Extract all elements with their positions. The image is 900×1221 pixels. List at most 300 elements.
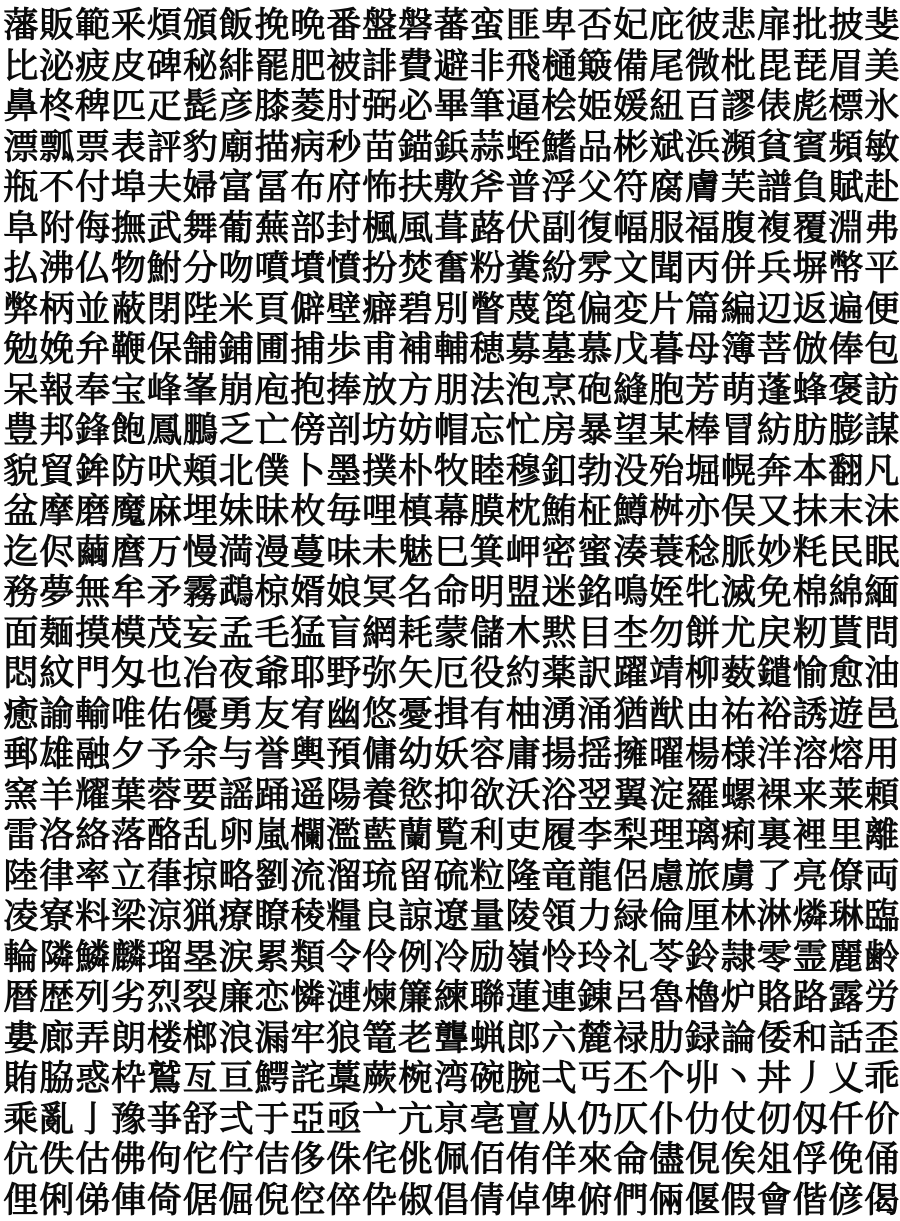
kanji-glyph: 両 xyxy=(864,857,900,897)
kanji-glyph: 泌 xyxy=(39,47,75,87)
kanji-glyph: 侈 xyxy=(290,1140,326,1180)
kanji-glyph: 枠 xyxy=(111,1059,147,1099)
kanji-glyph: 分 xyxy=(182,249,218,289)
kanji-glyph: 平 xyxy=(864,249,900,289)
kanji-glyph: 倨 xyxy=(182,1181,218,1221)
kanji-glyph: 翌 xyxy=(577,776,613,816)
kanji-glyph: 傍 xyxy=(290,411,326,451)
kanji-glyph: 俾 xyxy=(541,1181,577,1221)
kanji-glyph: 福 xyxy=(685,209,721,249)
kanji-glyph: 里 xyxy=(828,816,864,856)
kanji-glyph: 倔 xyxy=(218,1181,254,1221)
kanji-glyph: 膝 xyxy=(254,87,290,127)
kanji-glyph: 符 xyxy=(613,168,649,208)
kanji-glyph: 齢 xyxy=(864,938,900,978)
kanji-glyph: 付 xyxy=(75,168,111,208)
kanji-glyph: 鱗 xyxy=(75,938,111,978)
kanji-glyph: 諒 xyxy=(398,897,434,937)
kanji-glyph: 个 xyxy=(649,1059,685,1099)
kanji-glyph: 恋 xyxy=(254,978,290,1018)
kanji-glyph: 侘 xyxy=(362,1140,398,1180)
kanji-glyph: 陸 xyxy=(3,857,39,897)
kanji-glyph: 佯 xyxy=(541,1140,577,1180)
kanji-glyph: 郎 xyxy=(505,1019,541,1059)
kanji-glyph: 弥 xyxy=(362,654,398,694)
kanji-glyph: 力 xyxy=(577,897,613,937)
kanji-glyph: 様 xyxy=(721,735,757,775)
kanji-glyph: 从 xyxy=(541,1100,577,1140)
kanji-glyph: 魯 xyxy=(649,978,685,1018)
kanji-glyph: 蓉 xyxy=(147,776,183,816)
glyph-row xyxy=(0,654,900,695)
kanji-glyph: 棉 xyxy=(792,573,828,613)
kanji-glyph: 朗 xyxy=(111,1019,147,1059)
kanji-glyph: 雷 xyxy=(3,816,39,856)
kanji-glyph: 方 xyxy=(398,371,434,411)
kanji-glyph: 録 xyxy=(685,1019,721,1059)
kanji-glyph: 偏 xyxy=(577,290,613,330)
kanji-glyph: 満 xyxy=(218,533,254,573)
kanji-glyph: 揺 xyxy=(577,735,613,775)
kanji-glyph: 仄 xyxy=(613,1100,649,1140)
kanji-glyph: 穆 xyxy=(505,452,541,492)
kanji-glyph: 揚 xyxy=(541,735,577,775)
kanji-glyph: 錬 xyxy=(577,978,613,1018)
kanji-glyph: 夫 xyxy=(147,168,183,208)
kanji-glyph: 祐 xyxy=(721,695,757,735)
kanji-glyph: 隆 xyxy=(505,857,541,897)
kanji-glyph: 礼 xyxy=(613,938,649,978)
kanji-glyph: 輿 xyxy=(290,735,326,775)
kanji-glyph: 价 xyxy=(864,1100,900,1140)
kanji-glyph: 瓶 xyxy=(3,168,39,208)
kanji-glyph: 流 xyxy=(290,857,326,897)
glyph-row xyxy=(0,128,900,169)
kanji-glyph: 晩 xyxy=(290,6,326,46)
kanji-glyph: 累 xyxy=(254,938,290,978)
kanji-glyph: 漣 xyxy=(326,978,362,1018)
kanji-glyph: 仞 xyxy=(756,1100,792,1140)
kanji-glyph: 姫 xyxy=(577,87,613,127)
kanji-glyph: 辺 xyxy=(756,290,792,330)
kanji-glyph: 婦 xyxy=(182,168,218,208)
kanji-glyph: 否 xyxy=(577,6,613,46)
kanji-glyph: 亳 xyxy=(469,1100,505,1140)
kanji-glyph: 老 xyxy=(398,1019,434,1059)
kanji-glyph: 藍 xyxy=(362,816,398,856)
kanji-glyph: 媛 xyxy=(613,87,649,127)
kanji-glyph: 輪 xyxy=(3,938,39,978)
kanji-glyph: 芙 xyxy=(721,168,757,208)
kanji-glyph: 別 xyxy=(434,290,470,330)
kanji-glyph: 報 xyxy=(39,371,75,411)
kanji-glyph: 兵 xyxy=(756,249,792,289)
kanji-glyph: 倆 xyxy=(649,1181,685,1221)
kanji-glyph: 絡 xyxy=(75,816,111,856)
kanji-glyph: 俯 xyxy=(577,1181,613,1221)
kanji-glyph: 牝 xyxy=(685,573,721,613)
kanji-glyph: 腕 xyxy=(505,1059,541,1099)
kanji-glyph: 梨 xyxy=(613,816,649,856)
kanji-glyph: 佗 xyxy=(182,1140,218,1180)
kanji-glyph: 挽 xyxy=(254,6,290,46)
kanji-glyph: 零 xyxy=(756,938,792,978)
kanji-glyph: 来 xyxy=(792,776,828,816)
kanji-glyph: 無 xyxy=(75,573,111,613)
kanji-glyph: 丙 xyxy=(685,249,721,289)
kanji-glyph: 俑 xyxy=(864,1140,900,1180)
kanji-glyph: 裂 xyxy=(182,978,218,1018)
kanji-glyph: 亦 xyxy=(685,492,721,532)
kanji-glyph: 陵 xyxy=(505,897,541,937)
kanji-glyph: 富 xyxy=(218,168,254,208)
kanji-glyph: 浴 xyxy=(541,776,577,816)
kanji-glyph: 妃 xyxy=(613,6,649,46)
kanji-glyph: 碧 xyxy=(398,290,434,330)
kanji-glyph: 批 xyxy=(792,6,828,46)
kanji-glyph: 毎 xyxy=(326,492,362,532)
kanji-glyph: 丿 xyxy=(792,1059,828,1099)
kanji-glyph: 粉 xyxy=(469,249,505,289)
kanji-glyph: 塀 xyxy=(792,249,828,289)
kanji-glyph: 抹 xyxy=(792,492,828,532)
kanji-glyph: 乏 xyxy=(218,411,254,451)
kanji-glyph: 侮 xyxy=(75,209,111,249)
kanji-glyph: 浜 xyxy=(685,128,721,168)
kanji-glyph: 牟 xyxy=(111,573,147,613)
kanji-glyph: 箆 xyxy=(541,290,577,330)
kanji-glyph: 耗 xyxy=(398,614,434,654)
kanji-glyph: 彪 xyxy=(792,87,828,127)
kanji-glyph: 備 xyxy=(613,47,649,87)
glyph-row xyxy=(0,573,900,614)
kanji-glyph: 輔 xyxy=(434,330,470,370)
kanji-glyph: 隷 xyxy=(721,938,757,978)
kanji-glyph: 擁 xyxy=(613,735,649,775)
kanji-glyph: 剖 xyxy=(326,411,362,451)
glyph-row xyxy=(0,249,900,290)
kanji-glyph: 夢 xyxy=(39,573,75,613)
kanji-glyph: 編 xyxy=(721,290,757,330)
kanji-glyph: 丼 xyxy=(756,1059,792,1099)
kanji-glyph: 封 xyxy=(326,209,362,249)
kanji-glyph: 楊 xyxy=(685,735,721,775)
kanji-glyph: 髭 xyxy=(182,87,218,127)
kanji-glyph: 披 xyxy=(828,6,864,46)
kanji-glyph: 扶 xyxy=(398,168,434,208)
kanji-glyph: 覧 xyxy=(434,816,470,856)
kanji-glyph: 比 xyxy=(3,47,39,87)
kanji-glyph: 翻 xyxy=(828,452,864,492)
kanji-glyph: 熔 xyxy=(828,735,864,775)
kanji-glyph: 斌 xyxy=(649,128,685,168)
kanji-glyph: 問 xyxy=(864,614,900,654)
kanji-glyph: 弍 xyxy=(218,1100,254,1140)
kanji-glyph: 賓 xyxy=(792,128,828,168)
kanji-glyph: 棒 xyxy=(685,411,721,451)
kanji-glyph: 抑 xyxy=(434,776,470,816)
kanji-glyph: 妨 xyxy=(398,411,434,451)
kanji-glyph: 柊 xyxy=(39,87,75,127)
glyph-row xyxy=(0,695,900,736)
kanji-glyph: 庸 xyxy=(505,735,541,775)
kanji-glyph: 厄 xyxy=(434,654,470,694)
glyph-row xyxy=(0,735,900,776)
kanji-glyph: 廟 xyxy=(218,128,254,168)
kanji-glyph: 俚 xyxy=(3,1181,39,1221)
kanji-glyph: 戻 xyxy=(756,614,792,654)
kanji-glyph: 風 xyxy=(398,209,434,249)
kanji-glyph: 睦 xyxy=(469,452,505,492)
kanji-glyph: 楓 xyxy=(362,209,398,249)
kanji-glyph: 揖 xyxy=(434,695,470,735)
kanji-glyph: 炉 xyxy=(721,978,757,1018)
kanji-glyph: 肘 xyxy=(326,87,362,127)
kanji-glyph: 倭 xyxy=(756,1019,792,1059)
kanji-glyph: 亊 xyxy=(147,1100,183,1140)
kanji-glyph: 母 xyxy=(685,330,721,370)
kanji-glyph: 侭 xyxy=(39,533,75,573)
kanji-glyph: 丱 xyxy=(685,1059,721,1099)
kanji-glyph: 命 xyxy=(434,573,470,613)
kanji-glyph: 埠 xyxy=(111,168,147,208)
kanji-glyph: 隣 xyxy=(39,938,75,978)
kanji-glyph: 復 xyxy=(577,209,613,249)
kanji-glyph: 狼 xyxy=(326,1019,362,1059)
kanji-glyph: 琳 xyxy=(828,897,864,937)
kanji-glyph: 綿 xyxy=(828,573,864,613)
kanji-glyph: 弊 xyxy=(3,290,39,330)
kanji-glyph: 舞 xyxy=(182,209,218,249)
kanji-glyph: 疲 xyxy=(75,47,111,87)
kanji-glyph: 役 xyxy=(469,654,505,694)
kanji-glyph: 防 xyxy=(111,452,147,492)
kanji-glyph: 離 xyxy=(864,816,900,856)
kanji-glyph: 歪 xyxy=(864,1019,900,1059)
kanji-glyph: 妹 xyxy=(218,492,254,532)
kanji-glyph: 乱 xyxy=(182,816,218,856)
kanji-glyph: 漏 xyxy=(254,1019,290,1059)
kanji-glyph: 簾 xyxy=(398,978,434,1018)
kanji-glyph: 不 xyxy=(39,168,75,208)
kanji-glyph: 榔 xyxy=(182,1019,218,1059)
kanji-glyph: 務 xyxy=(3,573,39,613)
kanji-glyph: 亅 xyxy=(75,1100,111,1140)
kanji-glyph: 眠 xyxy=(864,533,900,573)
kanji-glyph: 唯 xyxy=(111,695,147,735)
kanji-glyph: 癖 xyxy=(362,290,398,330)
kanji-glyph: 羅 xyxy=(685,776,721,816)
kanji-glyph: 瞭 xyxy=(254,897,290,937)
kanji-glyph: 裕 xyxy=(756,695,792,735)
kanji-glyph: 冥 xyxy=(362,573,398,613)
kanji-glyph: 箕 xyxy=(469,533,505,573)
kanji-glyph: 鞭 xyxy=(111,330,147,370)
kanji-glyph: 俸 xyxy=(828,330,864,370)
kanji-glyph: 蔽 xyxy=(111,290,147,330)
kanji-glyph: 票 xyxy=(75,128,111,168)
kanji-glyph: 附 xyxy=(39,209,75,249)
kanji-glyph: 粍 xyxy=(792,533,828,573)
kanji-glyph: 莱 xyxy=(828,776,864,816)
kanji-glyph: 巳 xyxy=(434,533,470,573)
kanji-glyph: 桝 xyxy=(649,492,685,532)
kanji-glyph: 戊 xyxy=(613,330,649,370)
kanji-glyph: 螺 xyxy=(721,776,757,816)
glyph-row xyxy=(0,776,900,817)
kanji-glyph: 燐 xyxy=(792,897,828,937)
kanji-glyph: 伉 xyxy=(3,1140,39,1180)
kanji-glyph: 悶 xyxy=(3,654,39,694)
kanji-glyph: 寮 xyxy=(39,897,75,937)
glyph-row xyxy=(0,168,900,209)
kanji-glyph: 練 xyxy=(434,978,470,1018)
kanji-glyph: 俛 xyxy=(828,1140,864,1180)
kanji-glyph: 凌 xyxy=(3,897,39,937)
kanji-glyph: 武 xyxy=(147,209,183,249)
kanji-glyph: 夜 xyxy=(218,654,254,694)
kanji-glyph: 鋪 xyxy=(218,330,254,370)
kanji-glyph: 膨 xyxy=(828,411,864,451)
kanji-glyph: 覆 xyxy=(792,209,828,249)
kanji-glyph: 飛 xyxy=(505,47,541,87)
kanji-glyph: 煩 xyxy=(147,6,183,46)
kanji-glyph: 丐 xyxy=(577,1059,613,1099)
kanji-glyph: 布 xyxy=(290,168,326,208)
kanji-glyph: 約 xyxy=(505,654,541,694)
kanji-glyph: 北 xyxy=(218,452,254,492)
kanji-glyph: 湧 xyxy=(541,695,577,735)
kanji-glyph: 扮 xyxy=(362,249,398,289)
kanji-glyph: 烹 xyxy=(541,371,577,411)
kanji-glyph: 余 xyxy=(182,735,218,775)
kanji-glyph: 頬 xyxy=(182,452,218,492)
kanji-glyph: 硫 xyxy=(434,857,470,897)
kanji-glyph: 洛 xyxy=(39,816,75,856)
kanji-glyph: 誹 xyxy=(362,47,398,87)
kanji-glyph: 砲 xyxy=(577,371,613,411)
kanji-glyph: 落 xyxy=(111,816,147,856)
kanji-glyph: 弼 xyxy=(362,87,398,127)
kanji-glyph: 露 xyxy=(828,978,864,1018)
kanji-glyph: 並 xyxy=(75,290,111,330)
kanji-glyph: 斧 xyxy=(469,168,505,208)
kanji-glyph: 蕪 xyxy=(254,209,290,249)
kanji-glyph: 融 xyxy=(75,735,111,775)
kanji-glyph: 怜 xyxy=(541,938,577,978)
kanji-glyph: 簿 xyxy=(721,330,757,370)
kanji-glyph: 奮 xyxy=(434,249,470,289)
kanji-glyph: 避 xyxy=(434,47,470,87)
kanji-glyph: 銘 xyxy=(577,573,613,613)
kanji-glyph: 俟 xyxy=(721,1140,757,1180)
kanji-glyph: 姪 xyxy=(649,573,685,613)
kanji-glyph: 望 xyxy=(613,411,649,451)
kanji-glyph: 俐 xyxy=(39,1181,75,1221)
kanji-glyph: 蓬 xyxy=(756,371,792,411)
kanji-glyph: 藁 xyxy=(326,1059,362,1099)
kanji-glyph: 猟 xyxy=(182,897,218,937)
kanji-glyph: 麟 xyxy=(111,938,147,978)
kanji-glyph: 峰 xyxy=(147,371,183,411)
kanji-glyph: 餅 xyxy=(685,614,721,654)
glyph-row xyxy=(0,938,900,979)
kanji-glyph: 偐 xyxy=(828,1181,864,1221)
kanji-glyph: 乂 xyxy=(828,1059,864,1099)
kanji-glyph: 甫 xyxy=(362,330,398,370)
kanji-glyph: 魔 xyxy=(111,492,147,532)
kanji-glyph: 葎 xyxy=(147,857,183,897)
glyph-row xyxy=(0,614,900,655)
kanji-glyph: 飯 xyxy=(218,6,254,46)
kanji-glyph: 怖 xyxy=(362,168,398,208)
kanji-glyph: 留 xyxy=(398,857,434,897)
kanji-glyph: 遊 xyxy=(828,695,864,735)
kanji-glyph: 菩 xyxy=(756,330,792,370)
kanji-glyph: 椋 xyxy=(254,573,290,613)
kanji-glyph: 律 xyxy=(39,857,75,897)
kanji-glyph: 猶 xyxy=(613,695,649,735)
kanji-glyph: 毘 xyxy=(756,47,792,87)
kanji-glyph: 佶 xyxy=(254,1140,290,1180)
kanji-glyph: 奔 xyxy=(756,452,792,492)
kanji-glyph: 椀 xyxy=(398,1059,434,1099)
kanji-glyph: 頁 xyxy=(254,290,290,330)
kanji-glyph: 弄 xyxy=(75,1019,111,1059)
kanji-glyph: 敏 xyxy=(864,128,900,168)
kanji-glyph: 雰 xyxy=(577,249,613,289)
kanji-glyph: 曜 xyxy=(649,735,685,775)
kanji-glyph: 耀 xyxy=(75,776,111,816)
kanji-glyph: 痢 xyxy=(721,816,757,856)
kanji-glyph: 蛮 xyxy=(469,6,505,46)
kanji-glyph: 吏 xyxy=(505,816,541,856)
kanji-glyph: 捕 xyxy=(290,330,326,370)
kanji-glyph: 愉 xyxy=(792,654,828,694)
kanji-glyph: 本 xyxy=(792,452,828,492)
kanji-glyph: 欄 xyxy=(290,816,326,856)
kanji-glyph: 琵 xyxy=(792,47,828,87)
kanji-glyph: 藩 xyxy=(3,6,39,46)
kanji-glyph: 鰭 xyxy=(541,128,577,168)
glyph-row xyxy=(0,411,900,452)
kanji-glyph: 雄 xyxy=(39,735,75,775)
kanji-glyph: 法 xyxy=(469,371,505,411)
kanji-glyph: 俘 xyxy=(792,1140,828,1180)
kanji-glyph: 龍 xyxy=(577,857,613,897)
kanji-glyph: 崩 xyxy=(218,371,254,411)
kanji-glyph: 彦 xyxy=(218,87,254,127)
kanji-glyph: 秒 xyxy=(326,128,362,168)
kanji-glyph: 利 xyxy=(469,816,505,856)
kanji-glyph: 斐 xyxy=(864,6,900,46)
glyph-row xyxy=(0,209,900,250)
glyph-row xyxy=(0,857,900,898)
kanji-glyph: 油 xyxy=(864,654,900,694)
kanji-glyph: 氷 xyxy=(864,87,900,127)
kanji-glyph: 豊 xyxy=(3,411,39,451)
kanji-glyph: 溜 xyxy=(326,857,362,897)
kanji-glyph: 沸 xyxy=(39,249,75,289)
kanji-glyph: 傭 xyxy=(362,735,398,775)
kanji-glyph: 部 xyxy=(290,209,326,249)
glyph-row xyxy=(0,1100,900,1141)
kanji-glyph: 免 xyxy=(756,573,792,613)
kanji-glyph: 末 xyxy=(828,492,864,532)
kanji-glyph: 估 xyxy=(75,1140,111,1180)
kanji-glyph: 琉 xyxy=(362,857,398,897)
kanji-glyph: 蓮 xyxy=(505,978,541,1018)
